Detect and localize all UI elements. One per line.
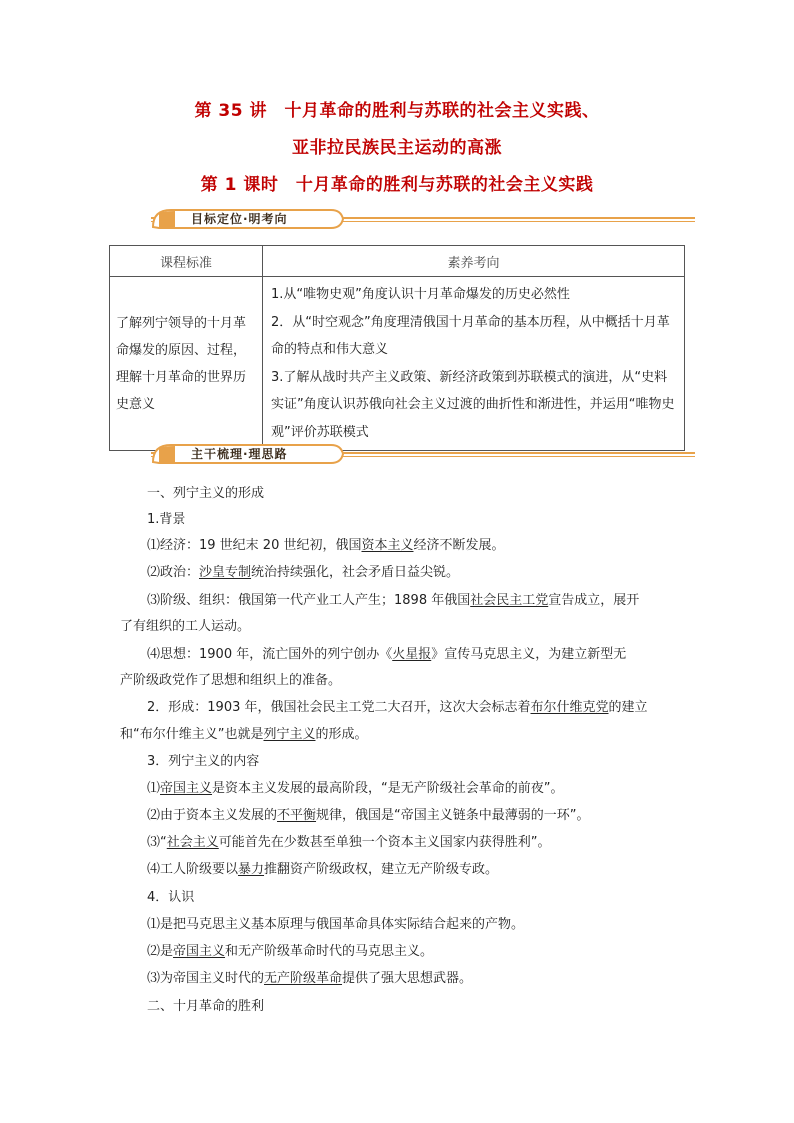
- formation: 2．形成：1903 年，俄国社会民主工党二大召开，这次大会标志着布尔什维克党的建立: [147, 700, 648, 715]
- background-class-cont: 了有组织的工人运动。: [120, 619, 251, 634]
- recognition-item-1: ⑴是把马克思主义基本原理与俄国革命具体实际结合起来的产物。: [147, 917, 525, 932]
- lecture-title-line2: 亚非拉民族民主运动的高涨: [292, 138, 502, 158]
- background-class: ⑶阶级、组织：俄国第一代产业工人产生；1898 年俄国社会民主工党宣告成立，展开: [147, 593, 640, 608]
- lecture-title: 第 35 讲 十月革命的胜利与苏联的社会主义实践、: [194, 101, 600, 121]
- curriculum-table: [109, 245, 685, 451]
- section-heading: 二、十月革命的胜利: [147, 999, 265, 1014]
- recognition-item-2: ⑵是帝国主义和无产阶级革命时代的马克思主义。: [147, 944, 434, 959]
- table-header-standard: 课程标准: [110, 246, 263, 277]
- content-item-3: ⑶“社会主义可能首先在少数甚至单独一个资本主义国家内获得胜利”。: [147, 835, 551, 850]
- literacy-item-2: 2．从“时空观念”角度理清俄国十月革命的基本历程，从中概括十月革命的特点和伟大意义: [271, 314, 670, 357]
- subheading: 4．认识: [147, 890, 195, 905]
- literacy-item-3: 3.了解从战时共产主义政策、新经济政策到苏联模式的演进，从“史料实证”角度认识苏俄向社会主义过渡的曲折性和渐进性，并运用“唯物史观”评价苏联模式: [271, 369, 675, 440]
- subheading: 1.背景: [147, 512, 186, 527]
- main-banner: [145, 442, 695, 466]
- background-politics: ⑵政治：沙皇专制统治持续强化，社会矛盾日益尖锐。: [147, 565, 460, 580]
- content-item-4: ⑷工人阶级要以暴力推翻资产阶级政权，建立无产阶级专政。: [147, 862, 499, 877]
- formation-cont: 和“布尔什维主义”也就是列宁主义的形成。: [120, 727, 368, 742]
- lesson-title: 第 1 课时 十月革命的胜利与苏联的社会主义实践: [200, 175, 594, 195]
- table-header-literacy: 素养考向: [263, 246, 685, 277]
- main-banner-label: 主干梳理·理思路: [191, 447, 288, 461]
- background-ideology-cont: 产阶级政党作了思想和组织上的准备。: [120, 673, 342, 688]
- section-heading: 一、列宁主义的形成: [147, 486, 265, 501]
- background-ideology: ⑷思想：1900 年，流亡国外的列宁创办《火星报》宣传马克思主义，为建立新型无: [147, 647, 627, 662]
- content-item-2: ⑵由于资本主义发展的不平衡规律，俄国是“帝国主义链条中最薄弱的一环”。: [147, 808, 590, 823]
- background-economy: ⑴经济：19 世纪末 20 世纪初，俄国资本主义经济不断发展。: [147, 538, 505, 553]
- goal-banner: [145, 207, 695, 231]
- content-item-1: ⑴帝国主义是资本主义发展的最高阶段，“是无产阶级社会革命的前夜”。: [147, 781, 564, 796]
- subheading: 3．列宁主义的内容: [147, 754, 260, 769]
- goal-banner-label: 目标定位·明考向: [191, 212, 288, 226]
- literacy-item-1: 1.从“唯物史观”角度认识十月革命爆发的历史必然性: [271, 287, 570, 302]
- literacy-cell: [263, 277, 685, 451]
- recognition-item-3: ⑶为帝国主义时代的无产阶级革命提供了强大思想武器。: [147, 971, 473, 986]
- standard-cell: 了解列宁领导的十月革命爆发的原因、过程，理解十月革命的世界历史意义: [110, 277, 263, 451]
